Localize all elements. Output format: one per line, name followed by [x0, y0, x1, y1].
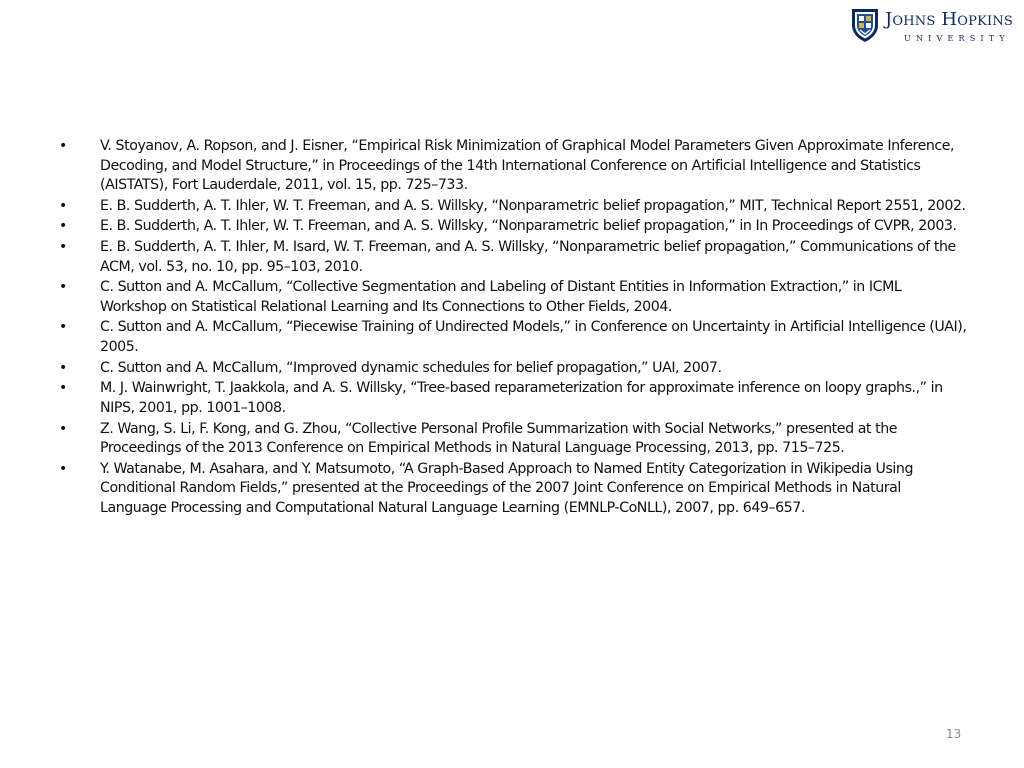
reference-item: [56, 197, 968, 217]
bullet-icon: •: [59, 197, 67, 214]
bullet-icon: •: [59, 359, 67, 376]
bullet-icon: •: [59, 239, 67, 256]
reference-item: [56, 460, 968, 519]
logo-subtitle: UNIVERSITY: [904, 34, 1010, 43]
bullet-icon: •: [59, 218, 67, 235]
reference-item: [56, 359, 968, 379]
reference-item: [56, 379, 968, 418]
reference-text: C. Sutton and A. McCallum, “Collective Segmentation and Labeling of Distant Entities in Information Extraction,” in ICML Workshop on Statistical Relational Learning and Its Connections to Other Fields, 2004.: [100, 279, 902, 315]
bullet-icon: •: [59, 380, 67, 397]
university-logo: [850, 7, 1016, 43]
shield-icon: [850, 7, 880, 43]
reference-text: M. J. Wainwright, T. Jaakkola, and A. S. Willsky, “Tree-based reparameterization for approximate inference on loopy graphs.,” in NIPS, 2001, pp. 1001–1008.: [100, 380, 943, 416]
reference-item: [56, 137, 968, 196]
reference-list: [56, 137, 968, 519]
bullet-icon: •: [59, 460, 67, 477]
bullet-icon: •: [59, 420, 67, 437]
reference-text: C. Sutton and A. McCallum, “Piecewise Training of Undirected Models,” in Conference on Uncertainty in Artificial Intelligence (UAI), 2005.: [100, 319, 967, 355]
reference-text: Z. Wang, S. Li, F. Kong, and G. Zhou, “Collective Personal Profile Summarization with Social Networks,” presented at the Proceedings of the 2013 Conference on Empirical Methods in Natural Language Processing, 2013, pp. 715–725.: [100, 420, 898, 456]
bullet-icon: •: [59, 319, 67, 336]
reference-item: [56, 420, 968, 459]
reference-text: E. B. Sudderth, A. T. Ihler, W. T. Freeman, and A. S. Willsky, “Nonparametric belief propagation,” MIT, Technical Report 2551, 2002.: [100, 197, 966, 214]
reference-text: E. B. Sudderth, A. T. Ihler, M. Isard, W. T. Freeman, and A. S. Willsky, “Nonparametric belief propagation,” Communications of the ACM, vol. 53, no. 10, pp. 95–103, 2010.: [100, 239, 956, 275]
reference-item: [56, 217, 968, 237]
reference-item: [56, 318, 968, 357]
reference-text: E. B. Sudderth, A. T. Ihler, W. T. Freeman, and A. S. Willsky, “Nonparametric belief propagation,” in In Proceedings of CVPR, 2003.: [100, 218, 957, 235]
reference-item: [56, 278, 968, 317]
reference-text: C. Sutton and A. McCallum, “Improved dynamic schedules for belief propagation,” UAI, 2007.: [100, 359, 722, 376]
bullet-icon: •: [59, 138, 67, 154]
reference-item: [56, 238, 968, 277]
reference-text: Y. Watanabe, M. Asahara, and Y. Matsumoto, “A Graph-Based Approach to Named Entity Categorization in Wikipedia Using Conditional Random Fields,” presented at the Proceedings of the 2007 Joint Conference on Empirical Methods in Natural Language Processing and Computational Natural Language Learning (EMNLP-CoNLL), 2007, pp. 649–657.: [100, 460, 913, 516]
bullet-icon: •: [59, 279, 67, 296]
logo-name: Johns Hopkins: [885, 9, 1014, 30]
page-number: 13: [946, 727, 962, 741]
reference-text: V. Stoyanov, A. Ropson, and J. Eisner, “Empirical Risk Minimization of Graphical Model Parameters Given Approximate Inference, Decoding, and Model Structure,” in Proceedings of the 14th International Conference on Artificial Intelligence and Statistics (AISTATS), Fort Lauderdale, 2011, vol. 15, pp. 725–733.: [100, 138, 955, 193]
